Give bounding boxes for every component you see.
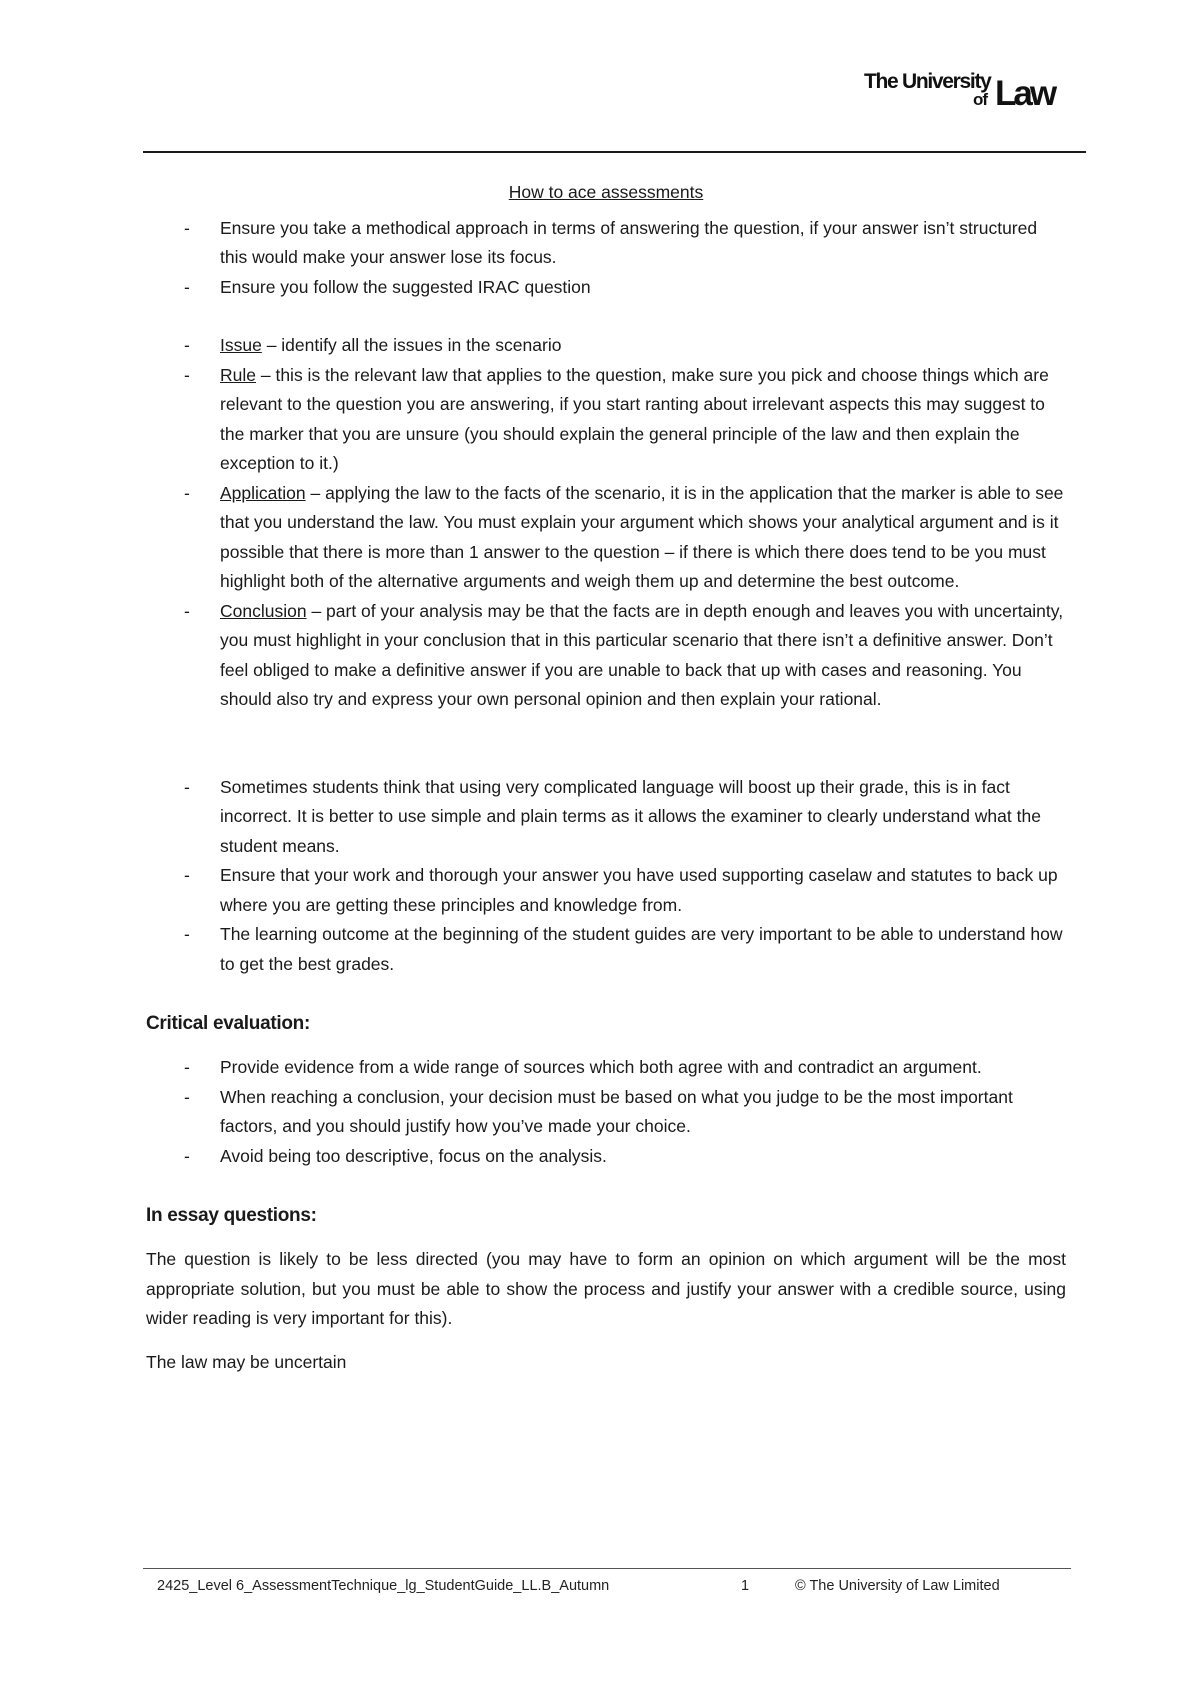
dash-bullet: - xyxy=(184,217,190,238)
irac-term: Issue xyxy=(220,335,262,355)
irac-item-issue: - Issue – identify all the issues in the scenario xyxy=(146,331,1066,361)
list-item: - Ensure you take a methodical approach in terms of answering the question, if your answer isn’t structured this would make your answer lose its focus. xyxy=(146,214,1066,273)
dash-bullet: - xyxy=(184,865,190,885)
irac-term: Conclusion xyxy=(220,600,307,621)
irac-item-conclusion: - Conclusion – part of your analysis may be that the facts are in depth enough and leaves you with uncertainty, you must highlight in your conclusion that in this particular scenario that there isn’t a definitive answer. Don’t feel obliged to make a definitive answer if you are unable to back that up with cases and reasoning. You should also try and express your own personal opinion and then explain your rational. xyxy=(146,597,1066,715)
dash-bullet: - xyxy=(184,276,190,297)
list-item: - Ensure that your work and thorough your answer you have used supporting caselaw and statutes to back up where you are getting these principles and knowledge from. xyxy=(146,861,1066,920)
dash-bullet: - xyxy=(184,924,190,944)
dash-bullet: - xyxy=(184,776,190,797)
essay-questions-heading: In essay questions: xyxy=(146,1205,317,1226)
list-item: - When reaching a conclusion, your decision must be based on what you judge to be the most important factors, and you should justify how you’ve made your choice. xyxy=(146,1083,1066,1142)
footer-divider xyxy=(143,1568,1071,1569)
dash-bullet: - xyxy=(184,335,190,355)
list-item: - Avoid being too descriptive, focus on the analysis. xyxy=(146,1142,1066,1172)
irac-item-application: - Application – applying the law to the facts of the scenario, it is in the application that the marker is able to see that you understand the law. You must explain your argument which shows your analytical argument and is it possible that there is more than 1 answer to the question – if there is which there does tend to be you must highlight both of the alternative arguments and weigh them up and determine the best outcome. xyxy=(146,479,1066,597)
irac-term: Rule xyxy=(220,364,256,385)
dash-bullet: - xyxy=(184,482,190,503)
dash-bullet: - xyxy=(184,364,190,385)
footer-page-number: 1 xyxy=(741,1578,750,1594)
logo-line-law: Law xyxy=(995,74,1055,113)
dash-bullet: - xyxy=(184,1057,190,1077)
page-title: How to ace assessments xyxy=(508,182,704,202)
critical-evaluation-heading: Critical evaluation: xyxy=(146,1013,310,1034)
list-item: - Sometimes students think that using very complicated language will boost up their grade, this is in fact incorrect. It is better to use simple and plain terms as it allows the examiner to clearly understand what the student means. xyxy=(146,773,1066,862)
dash-bullet: - xyxy=(184,1145,190,1166)
list-item: - Provide evidence from a wide range of sources which both agree with and contradict an argument. xyxy=(146,1053,1066,1083)
irac-term: Application xyxy=(220,482,306,503)
document-body xyxy=(146,178,1066,1377)
footer-doc-reference: 2425_Level 6_AssessmentTechnique_lg_StudentGuide_LL.B_Autumn xyxy=(157,1578,610,1594)
intro-bullet-list xyxy=(146,214,1066,303)
dash-bullet: - xyxy=(184,600,190,621)
irac-bullet-list xyxy=(146,331,1066,715)
critical-bullet-list xyxy=(146,1053,1066,1171)
list-item: - The learning outcome at the beginning of the student guides are very important to be able to understand how to get the best grades. xyxy=(146,920,1066,979)
dash-bullet: - xyxy=(184,1086,190,1107)
logo-line-the-university: The University xyxy=(864,70,991,93)
law-uncertain-line: The law may be uncertain xyxy=(146,1351,347,1372)
university-of-law-logo xyxy=(862,68,1072,113)
footer-copyright: © The University of Law Limited xyxy=(795,1578,1000,1594)
tips-bullet-list xyxy=(146,773,1066,980)
header-divider xyxy=(143,151,1086,153)
essay-paragraph: The question is likely to be less directed (you may have to form an opinion on which argument will be the most appropriate solution, but you must be able to show the process and justify your answer with a credible source, using wider reading is very important for this). xyxy=(146,1249,1066,1328)
logo-line-of: of xyxy=(973,90,988,109)
irac-item-rule: - Rule – this is the relevant law that applies to the question, make sure you pick and choose things which are relevant to the question you are answering, if you start ranting about irrelevant aspects this may suggest to the marker that you are unsure (you should explain the general principle of the law and then explain the exception to it.) xyxy=(146,361,1066,479)
list-item: - Ensure you follow the suggested IRAC question xyxy=(146,273,1066,303)
